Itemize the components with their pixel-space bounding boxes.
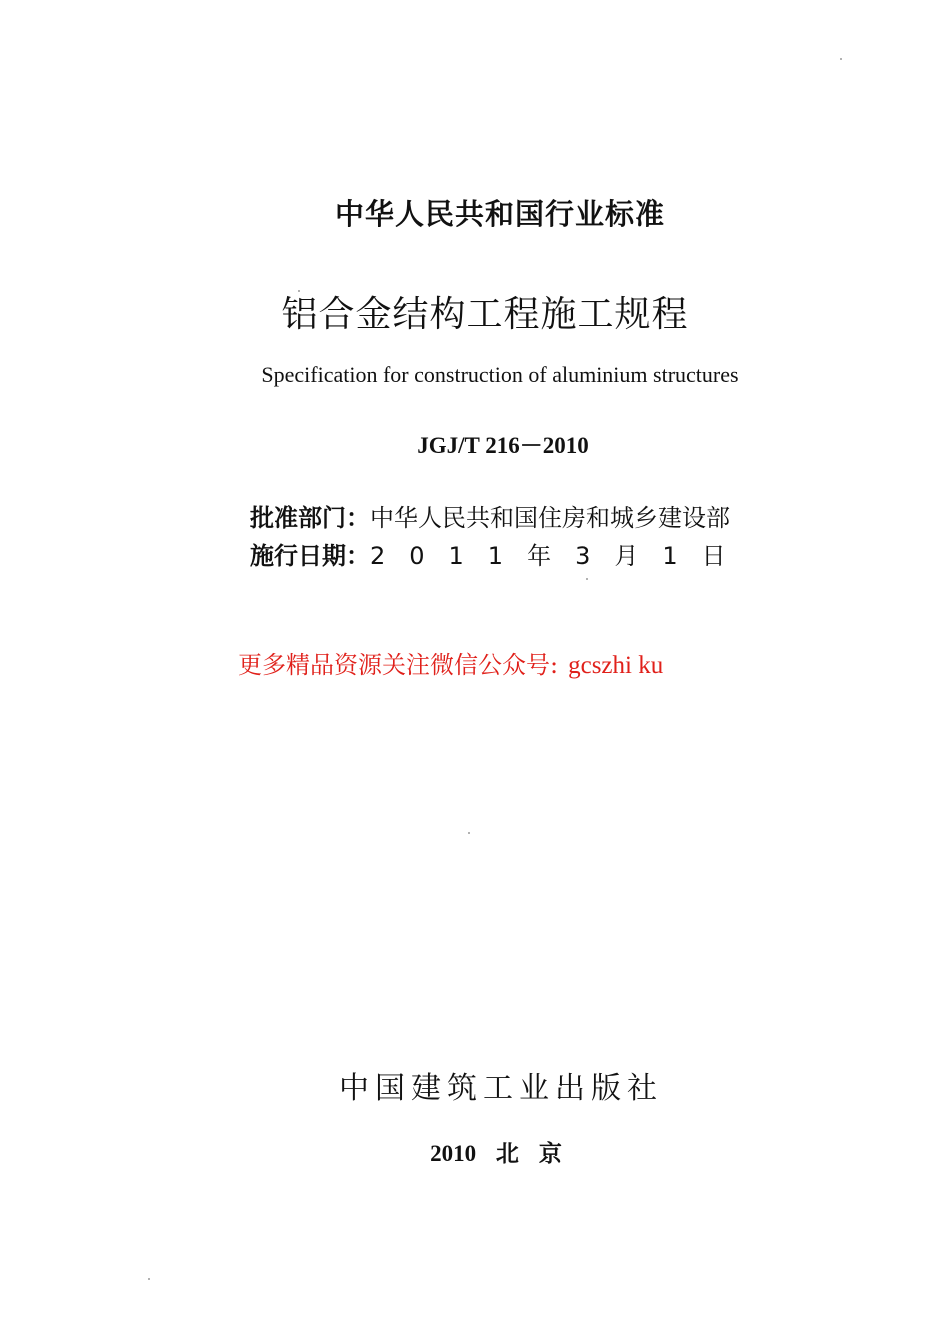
effective-date-label: 施行日期： — [250, 542, 370, 570]
scan-speck — [298, 290, 300, 292]
publication-year: 2010 — [430, 1141, 477, 1166]
scan-speck — [148, 1278, 150, 1280]
publisher-name: 中国建筑工业出版社 — [339, 1071, 663, 1106]
wechat-handle: gcszhi ku — [568, 652, 664, 679]
effective-date-row — [250, 536, 750, 571]
approval-value: 中华人民共和国住房和城乡建设部 — [370, 504, 730, 532]
document-title-en: Specification for construction of aluminium structures — [261, 362, 739, 387]
wechat-notice-text: 更多精品资源关注微信公众号: — [238, 651, 559, 679]
scan-speck — [468, 832, 470, 834]
approval-label: 批准部门： — [250, 504, 370, 532]
standard-category: 中华人民共和国行业标准 — [334, 197, 665, 231]
effective-date-value: 2011年3月1日 — [370, 542, 750, 570]
scan-speck — [586, 578, 588, 580]
standard-number: JGJ/T 216－2010 — [417, 433, 589, 458]
approval-row — [250, 498, 730, 533]
publication-info — [0, 1135, 950, 1168]
scan-speck — [840, 58, 842, 60]
wechat-notice — [238, 645, 663, 680]
document-title-cn: 铝合金结构工程施工规程 — [281, 294, 689, 335]
publication-city: 北京 — [495, 1141, 582, 1167]
